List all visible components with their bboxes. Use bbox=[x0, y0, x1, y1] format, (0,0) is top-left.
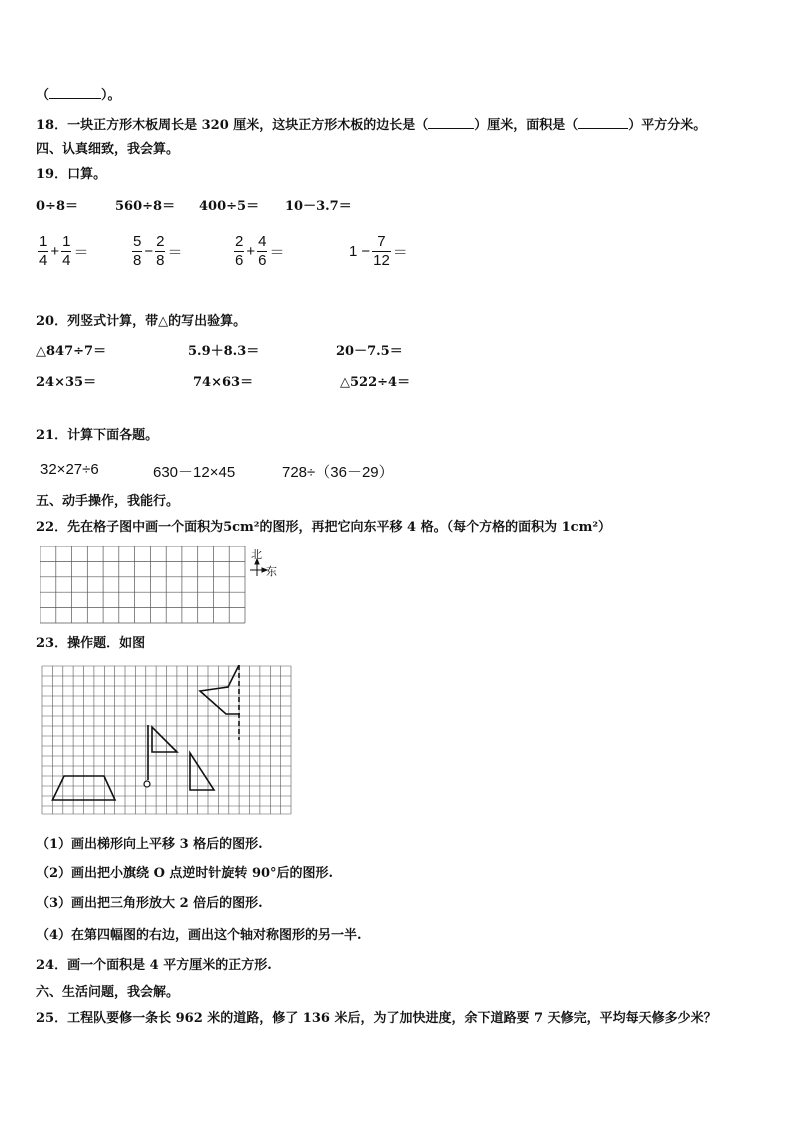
q21-expression-3: 728÷（36－29） bbox=[282, 464, 394, 481]
q23-task-3: （3）画出把三角形放大 2 倍后的图形. bbox=[36, 896, 263, 911]
numerator: 2 bbox=[235, 233, 244, 250]
question-22-title: 22．先在格子图中画一个面积为5cm²的图形，再把它向东平移 4 格。（每个方格的面积为 1cm²） bbox=[36, 520, 612, 535]
whole-number: 1 bbox=[349, 243, 358, 260]
q23-grid-lines bbox=[42, 666, 291, 814]
denominator: 6 bbox=[235, 252, 244, 269]
operator: + bbox=[246, 243, 256, 260]
q20-item-4: 24×35＝ bbox=[36, 375, 97, 390]
question-18 bbox=[36, 116, 706, 134]
question-21-title: 21．计算下面各题。 bbox=[36, 428, 159, 443]
numerator: 4 bbox=[258, 233, 267, 250]
denominator: 8 bbox=[156, 252, 165, 269]
q18-area-blank[interactable] bbox=[578, 116, 628, 129]
question-25: 25．工程队要修一条长 962 米的道路，修了 136 米后，为了加快进度，余下道路要 7 天修完，平均每天修多少米？ bbox=[36, 1011, 717, 1026]
q23-grid-figure[interactable] bbox=[40, 665, 295, 817]
q23-task-2: （2）画出把小旗绕 O 点逆时针旋转 90°后的图形. bbox=[36, 866, 334, 881]
q18-side-blank[interactable] bbox=[428, 116, 474, 129]
q19-oral-3: 400÷5＝ bbox=[199, 199, 260, 214]
section-5-heading: 五、动手操作，我能行。 bbox=[36, 494, 180, 509]
equals: ＝ bbox=[269, 244, 285, 261]
q19-fraction-expr-4 bbox=[347, 233, 410, 270]
q23-task-1: （1）画出梯形向上平移 3 格后的图形. bbox=[36, 837, 263, 852]
q18-text-a: 18．一块正方形木板周长是 320 厘米，这块正方形木板的边长是（ bbox=[36, 118, 429, 133]
q19-fraction-expr-3 bbox=[234, 233, 286, 270]
operator: + bbox=[50, 243, 60, 260]
denominator: 4 bbox=[39, 252, 48, 269]
half-symmetric-figure bbox=[200, 665, 240, 714]
section-4-heading: 四、认真细致，我会算。 bbox=[36, 142, 180, 157]
section-6-heading: 六、生活问题，我会解。 bbox=[36, 985, 180, 1000]
q19-fraction-expr-2 bbox=[132, 233, 184, 270]
denominator: 12 bbox=[373, 252, 390, 269]
numerator: 1 bbox=[62, 233, 71, 250]
equals: ＝ bbox=[167, 244, 183, 261]
q23-task-4: （4）在第四幅图的右边，画出这个轴对称图形的另一半. bbox=[36, 928, 362, 943]
q19-oral-2: 560÷8＝ bbox=[115, 199, 176, 214]
compass-north-label: 北 bbox=[251, 548, 262, 561]
q20-item-3: 20－7.5＝ bbox=[336, 344, 403, 359]
denominator: 6 bbox=[258, 252, 267, 269]
q22-grid-lines bbox=[40, 546, 245, 623]
compass-icon bbox=[250, 559, 267, 576]
numerator: 7 bbox=[377, 233, 386, 250]
q20-item-1: △847÷7＝ bbox=[36, 344, 107, 359]
q21-expression-2: 630－12×45 bbox=[153, 464, 236, 481]
paren-close: ）。 bbox=[101, 88, 121, 103]
q21-expression-1: 32×27÷6 bbox=[40, 461, 99, 478]
compass-east-label: 东 bbox=[266, 565, 277, 578]
right-triangle-shape bbox=[190, 753, 214, 790]
q19-fraction-expr-1 bbox=[38, 233, 90, 270]
question-24: 24．画一个面积是 4 平方厘米的正方形. bbox=[36, 958, 272, 973]
equals: ＝ bbox=[73, 244, 89, 261]
answer-blank[interactable] bbox=[49, 86, 101, 99]
denominator: 8 bbox=[133, 252, 142, 269]
flag-triangle bbox=[152, 727, 177, 752]
numerator: 1 bbox=[39, 233, 48, 250]
equals: ＝ bbox=[392, 244, 408, 261]
q18-text-b: ）厘米，面积是（ bbox=[474, 118, 579, 133]
q22-grid-figure[interactable] bbox=[40, 546, 280, 626]
q19-oral-4: 10－3.7＝ bbox=[285, 199, 352, 214]
q20-item-6: △522÷4＝ bbox=[340, 375, 411, 390]
question-19-title: 19．口算。 bbox=[36, 167, 107, 182]
q18-text-c: ）平方分米。 bbox=[628, 118, 707, 133]
operator: − bbox=[361, 243, 371, 260]
question-20-title: 20．列竖式计算，带△的写出验算。 bbox=[36, 314, 247, 329]
top-answer-blank-line bbox=[36, 86, 121, 104]
q20-item-2: 5.9＋8.3＝ bbox=[188, 344, 260, 359]
question-23-title: 23．操作题．如图 bbox=[36, 636, 146, 651]
numerator: 2 bbox=[156, 233, 165, 250]
denominator: 4 bbox=[62, 252, 71, 269]
operator: − bbox=[144, 243, 154, 260]
q20-item-5: 74×63＝ bbox=[193, 375, 254, 390]
point-o-marker bbox=[144, 781, 150, 787]
q19-oral-1: 0÷8＝ bbox=[36, 199, 78, 214]
numerator: 5 bbox=[133, 233, 142, 250]
paren-open: （ bbox=[36, 88, 50, 103]
